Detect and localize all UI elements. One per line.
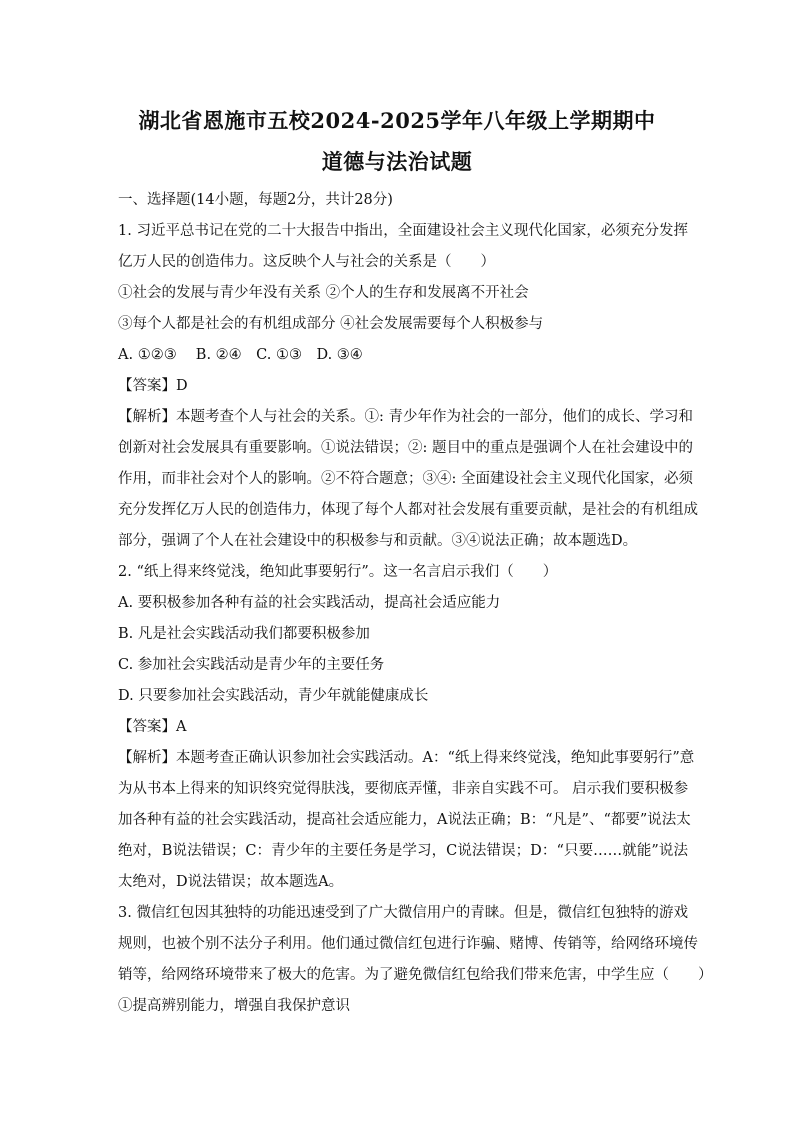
analysis-text: 绝对，B说法错误；C：青少年的主要任务是学习，C说法错误；D：“只要……就能”说法: [118, 843, 688, 859]
option-b: B. 凡是社会实践活动我们都要积极参加: [118, 626, 370, 642]
analysis-text: 充分发挥亿万人民的创造伟力，体现了每个人都对社会发展有重要贡献，是社会的有机组成: [118, 502, 698, 518]
analysis-text: 加各种有益的社会实践活动，提高社会适应能力，A说法正确；B：“凡是”、“都要”说法太: [118, 812, 691, 828]
analysis-text: 为从书本上得来的知识终究觉得肤浅，要彻底弄懂，非亲自实践不可。 启示我们要积极参: [118, 781, 689, 797]
analysis-text: 部分，强调了个人在社会建设中的积极参与和贡献。③④说法正确；故本题选D。: [118, 533, 638, 549]
answer-choices: A. ①②③ B. ②④ C. ①③ D. ③④: [118, 347, 363, 363]
question-3: [118, 898, 713, 1022]
analysis-text: 【解析】本题考查正确认识参加社会实践活动。A：“纸上得来终觉浅，绝知此事要躬行”意: [118, 750, 695, 766]
analysis-text: 【解析】本题考查个人与社会的关系。①: 青少年作为社会的一部分，他们的成长、学习和: [118, 409, 693, 425]
exam-content: [118, 185, 713, 1022]
option-statements: ③每个人都是社会的有机组成部分 ④社会发展需要每个人积极参与: [118, 316, 544, 332]
analysis-text: 创新对社会发展具有重要影响。①说法错误；②: 题目中的重点是强调个人在社会建设中的: [118, 440, 693, 456]
option-statements: ①提高辨别能力，增强自我保护意识: [118, 998, 350, 1014]
answer-key: 【答案】D: [118, 378, 188, 394]
analysis-text: 太绝对，D说法错误；故本题选A。: [118, 874, 344, 890]
exam-title: 湖北省恩施市五校2024-2025学年八年级上学期期中: [138, 108, 656, 133]
question-stem: 规则，也被个别不法分子利用。他们通过微信红包进行诈骗、赌博、传销等，给网络环境传: [118, 936, 698, 952]
question-stem: 1. 习近平总书记在党的二十大报告中指出，全面建设社会主义现代化国家，必须充分发挥: [118, 223, 688, 239]
option-a: A. 要积极参加各种有益的社会实践活动，提高社会适应能力: [118, 595, 501, 611]
option-statements: ①社会的发展与青少年没有关系 ②个人的生存和发展离不开社会: [118, 285, 529, 301]
question-stem: 3. 微信红包因其独特的功能迅速受到了广大微信用户的青睐。但是，微信红包独特的游戏: [118, 905, 688, 921]
option-d: D. 只要参加社会实践活动，青少年就能健康成长: [118, 688, 429, 704]
question-2: [118, 557, 695, 898]
analysis-text: 作用，而非社会对个人的影响。②不符合题意；③④: 全面建设社会主义现代化国家，必须: [118, 471, 693, 487]
option-c: C. 参加社会实践活动是青少年的主要任务: [118, 657, 385, 673]
question-stem: 2. “纸上得来终觉浅，绝知此事要躬行”。这一名言启示我们（ ）: [118, 564, 558, 580]
answer-key: 【答案】A: [118, 719, 187, 735]
question-1: [118, 216, 698, 557]
section-heading: 一、选择题(14小题，每题2分，共计28分): [118, 192, 393, 208]
question-stem: 销等，给网络环境带来了极大的危害。为了避免微信红包给我们带来危害，中学生应（ ）: [118, 967, 713, 983]
question-stem: 亿万人民的创造伟力。这反映个人与社会的关系是（ ）: [118, 254, 495, 270]
exam-subtitle: 道德与法治试题: [321, 149, 473, 174]
